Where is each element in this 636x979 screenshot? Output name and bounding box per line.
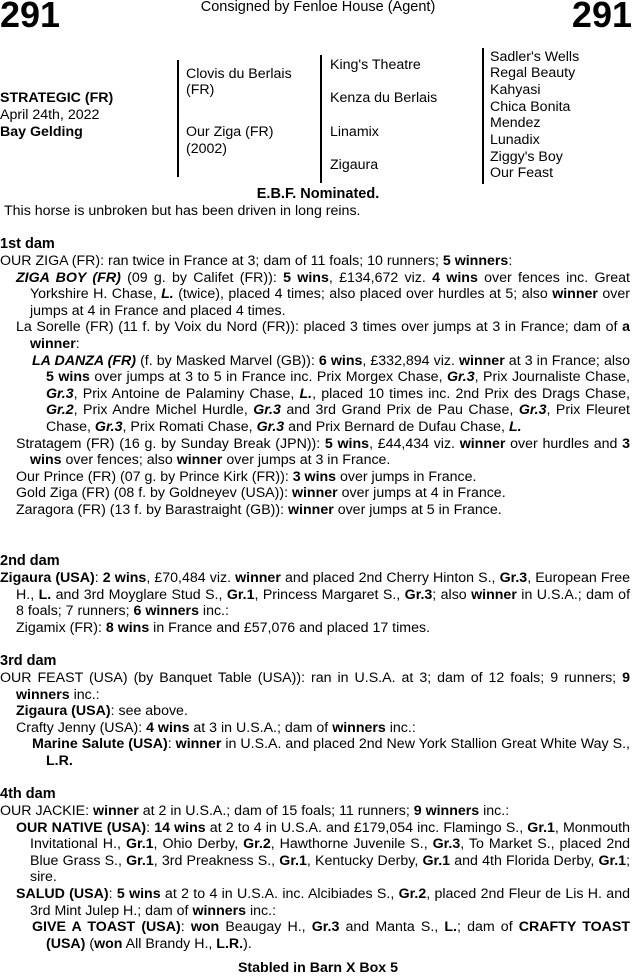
dam-name: Our Ziga (FR)	[186, 124, 274, 140]
section-first-dam: 1st dam	[0, 236, 55, 252]
gen4-3: Kahyasi	[490, 82, 541, 98]
consignor: Consigned by Fenloe House (Agent)	[200, 0, 436, 15]
gen4-7: Ziggy's Boy	[490, 149, 563, 165]
gen4-4: Chica Bonita	[490, 99, 571, 115]
pedigree-bracket-2	[320, 55, 322, 183]
gen3-3: Linamix	[330, 124, 379, 140]
gen3-1: King's Theatre	[330, 57, 421, 73]
lot-number-right: 291	[571, 0, 632, 35]
section-second-dam: 2nd dam	[0, 553, 60, 569]
horse-name: STRATEGIC (FR)	[0, 90, 114, 106]
pedigree-bracket-3	[482, 48, 484, 184]
ebf-nominated: E.B.F. Nominated.	[256, 186, 380, 202]
section-fourth-dam: 4th dam	[0, 786, 56, 802]
gen3-2: Kenza du Berlais	[330, 90, 438, 106]
pedigree-bracket-1	[177, 60, 179, 177]
section-third-dam: 3rd dam	[0, 653, 57, 669]
gen4-5: Mendez	[490, 115, 541, 131]
stabling-info: Stabled in Barn X Box 5	[237, 960, 399, 976]
sire-country: (FR)	[186, 82, 215, 98]
horse-description: Bay Gelding	[0, 124, 83, 140]
second-dam-text: Zigaura (USA): 2 wins, £70,484 viz. winner and placed 2nd Cherry Hinton S., Gr.3, European Free H., L. and 3rd Moyglare Stud S., Gr.1, Princess Margaret S., Gr.3; also winner in U.S.A.; dam of 8 foals; 7 runners; 6 winners inc.: Zigamix (FR): 8 wins in France and £57,076 and placed 17 times.	[0, 570, 631, 636]
fourth-dam-text: OUR JACKIE: winner at 2 in U.S.A.; dam of 15 foals; 11 runners; 9 winners inc.: OUR NATIVE (USA): 14 wins at 2 to 4 in U.S.A. and £179,054 inc. Flamingo S., Gr.1, Monmouth Invitational H., Gr.1, Ohio Derby, Gr.2, Hawthorne Juvenile S., Gr.3, To Market S., placed 2nd Blue Grass S., Gr.1, 3rd Preakness S., Gr.1, Kentucky Derby, Gr.1 and 4th Florida Derby, Gr.1; sire. SALUD (USA): 5 wins at 2 to 4 in U.S.A. inc. Alcibiades S., Gr.2, placed 2nd Fleur de Lis H. and 3rd Mint Julep H.; dam of winners inc.: GIVE A TOAST (USA): won Beaugay H., Gr.3 and Manta S., L.; dam of CRAFTY TOAST (USA) (won All Brandy H., L.R.).	[0, 803, 631, 952]
first-dam-text: OUR ZIGA (FR): ran twice in France at 3; dam of 11 foals; 10 runners; 5 winners: ZIGA BOY (FR) (09 g. by Califet (FR)): 5 wins, £134,672 viz. 4 wins over fences inc. Great Yorkshire H. Chase, L. (twice), placed 4 times; also placed over hurdles at 5; also winner over jumps at 4 in France and placed 4 times. La Sorelle (FR) (11 f. by Voix du Nord (FR)): placed 3 times over jumps at 3 in France; dam of a winner: LA DANZA (FR) (f. by Masked Marvel (GB)): 6 wins, £332,894 viz. winner at 3 in France; also 5 wins over jumps at 3 to 5 in France inc. Prix Morgex Chase, Gr.3, Prix Journaliste Chase, Gr.3, Prix Antoine de Palaminy Chase, L., placed 10 times inc. 2nd Prix des Drags Chase, Gr.2, Prix Andre Michel Hurdle, Gr.3 and 3rd Grand Prix de Pau Chase, Gr.3, Prix Fleuret Chase, Gr.3, Prix Romati Chase, Gr.3 and Prix Bernard de Dufau Chase, L. Stratagem (FR) (16 g. by Sunday Break (JPN)): 5 wins, £44,434 viz. winner over hurdles and 3 wins over fences; also winner over jumps at 3 in France. Our Prince (FR) (07 g. by Prince Kirk (FR)): 3 wins over jumps in France. Gold Ziga (FR) (08 f. by Goldneyev (USA)): winner over jumps at 4 in France. Zaragora (FR) (13 f. by Barastraight (GB)): winner over jumps at 5 in France.	[0, 253, 630, 518]
gen4-8: Our Feast	[490, 165, 554, 181]
unbroken-note: This horse is unbroken but has been driven in long reins.	[4, 203, 361, 219]
lot-number-left: 291	[0, 0, 61, 35]
third-dam-text: OUR FEAST (USA) (by Banquet Table (USA)): ran in U.S.A. at 3; dam of 12 foals; 9 runners; 9 winners inc.: Zigaura (USA): see above. Crafty Jenny (USA): 4 wins at 3 in U.S.A.; dam of winners inc.: Marine Salute (USA): winner in U.S.A. and placed 2nd New York Stallion Great White Way S., L.R.	[0, 670, 630, 769]
horse-foaled: April 24th, 2022	[0, 107, 100, 123]
gen4-2: Regal Beauty	[490, 65, 576, 81]
gen4-1: Sadler's Wells	[490, 49, 580, 65]
gen4-6: Lunadix	[490, 132, 540, 148]
gen3-4: Zigaura	[330, 157, 379, 173]
dam-year: (2002)	[186, 141, 228, 157]
sire-name: Clovis du Berlais	[186, 66, 292, 82]
